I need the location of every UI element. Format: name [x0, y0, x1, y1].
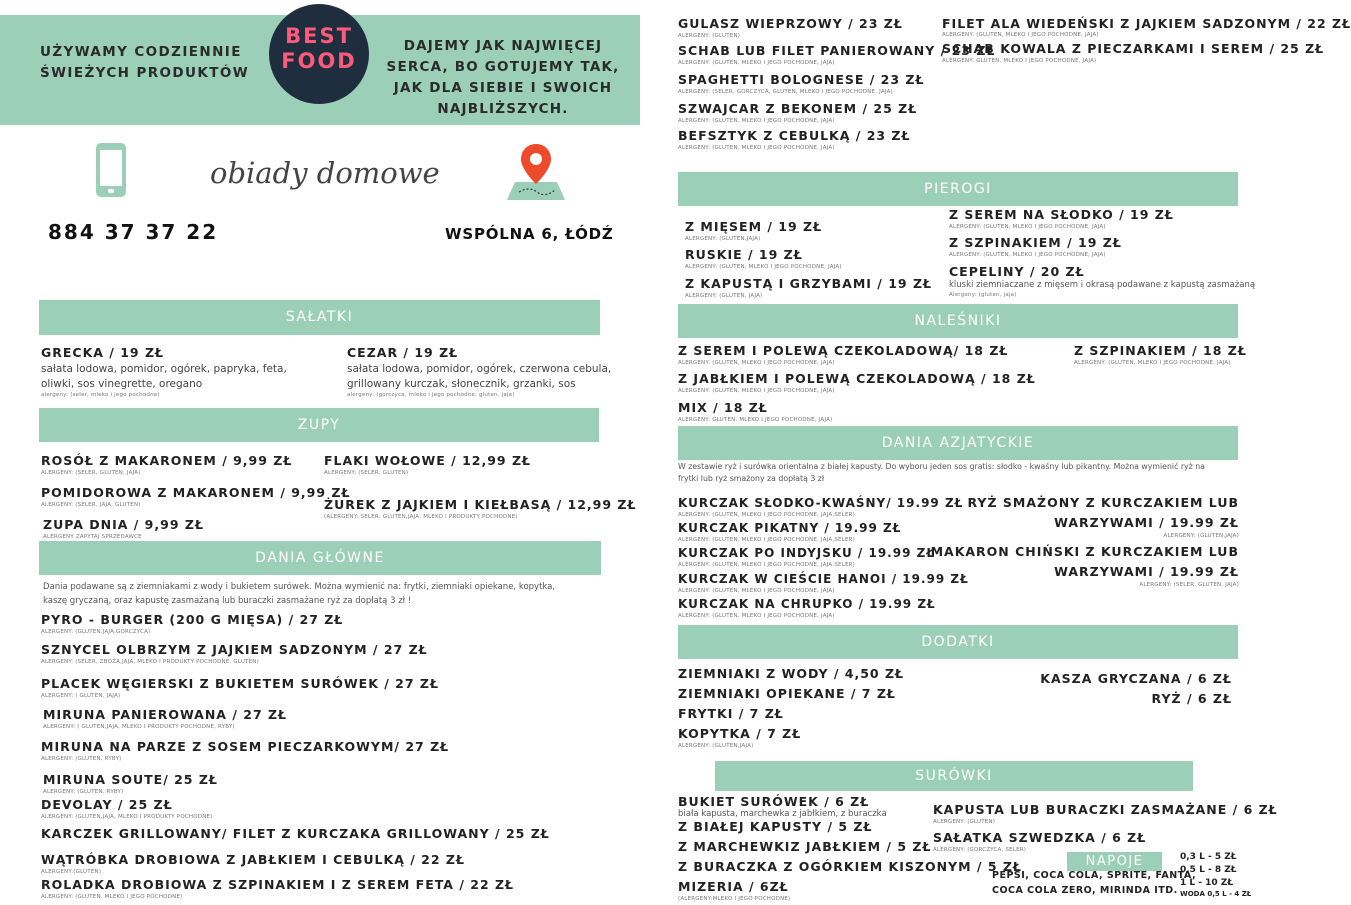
main-dish: DEVOLAY / 25 ZŁ: [41, 797, 173, 812]
section-nalesniki: NALEŚNIKI: [678, 304, 1238, 338]
main-dish: ROLADKA DROBIOWA Z SZPINAKIEM I Z SEREM FETA / 22 ZŁ: [41, 877, 515, 892]
asian-item: KURCZAK NA CHRUPKO / 19.99 ZŁ: [678, 597, 936, 611]
section-pierogi: PIEROGI: [678, 172, 1238, 206]
salad-grecka-desc: oliwki, sos vinegrette, oregano: [41, 378, 203, 390]
main-dish-allergens: ALERGENY: (GLUTEN, MLEKO I JEGO POCHODNE, JAJA): [678, 60, 835, 66]
main-dish: MIRUNA PANIEROWANA / 27 ZŁ: [43, 707, 288, 722]
address: WSPÓLNA 6, ŁÓDŹ: [445, 225, 614, 243]
main-dish-allergens: ALERGENY: (GLUTEN, RYBY): [43, 789, 124, 795]
pierogi-allergens: ALERGENY: (GLUTEN, MLEKO I JEGO POCHODNE, JAJA): [949, 224, 1106, 230]
salad-cezar-desc: grillowany kurczak, słonecznik, grzanki, sos: [347, 378, 576, 390]
main-dishes-note: Dania podawane są z ziemniakami z wody i bukietem surówek. Można wymienić na: frytki, ziemniaki opiekane, kopytka,: [43, 582, 556, 592]
soup-allergens: ALERGENY: (SELER, JAJA, GLUTEN): [41, 502, 141, 508]
pierogi-item: RUSKIE / 19 ZŁ: [685, 247, 803, 262]
nalesniki-allergens: ALERGENY: (GLUTEN, MLEKO I JEGO POCHODNE, JAJA): [678, 388, 835, 394]
salad-grecka-desc: sałata lodowa, pomidor, ogórek, papryka, feta,: [41, 363, 287, 375]
asian-allergens: ALERGENY: (GLUTEN, MLEKO I JEGO POCHODNE, JAJA,SELER): [678, 537, 856, 543]
nalesniki-item: Z SEREM I POLEWĄ CZEKOLADOWĄ/ 18 ZŁ: [678, 343, 1009, 358]
side-item: RYŻ / 6 ZŁ: [1151, 691, 1232, 706]
drinks-list: COCA COLA ZERO, MIRINDA ITD.: [992, 885, 1178, 896]
section-dania-glowne: DANIA GŁÓWNE: [39, 541, 601, 575]
soup-item: POMIDOROWA Z MAKARONEM / 9,99 ZŁ: [41, 485, 351, 500]
nalesniki-item: Z JABŁKIEM I POLEWĄ CZEKOLADOWĄ / 18 ZŁ: [678, 371, 1036, 386]
header-right-text: DAJEMY JAK NAJWIĘCEJ SERCA, BO GOTUJEMY TAK, JAK DLA SIEBIE I SWOICH NAJBLIŻSZYCH.: [386, 38, 620, 117]
main-dish: BEFSZTYK Z CEBULKĄ / 23 ZŁ: [678, 128, 911, 143]
pierogi-item: Z KAPUSTĄ I GRZYBAMI / 19 ZŁ: [685, 276, 933, 291]
nalesniki-allergens: ALERGENY: GLUTEN, MLEKO I JEGO POCHODNE, JAJA): [678, 417, 833, 423]
asian-item: MAKARON CHIŃSKI Z KURCZAKIEM LUB: [930, 544, 1239, 559]
section-dania-azjatyckie: DANIA AZJATYCKIE: [678, 426, 1238, 460]
main-dish: PLACEK WĘGIERSKI Z BUKIETEM SURÓWEK / 27 ZŁ: [41, 676, 439, 691]
section-zupy: ZUPY: [39, 408, 599, 442]
pierogi-allergens: ALERGENY: (GLUTEN, JAJA): [685, 293, 763, 299]
asian-item: WARZYWAMI / 19.99 ZŁ: [1054, 515, 1239, 530]
salad-side-item: Z MARCHEWKIZ JABŁKIEM / 5 ZŁ: [678, 839, 932, 854]
header-left-text: UŻYWAMY CODZIENNIE ŚWIEŻYCH PRODUKTÓW: [40, 44, 250, 81]
salad-side-item: KAPUSTA LUB BURACZKI ZASMAŻANE / 6 ZŁ: [933, 802, 1278, 817]
asian-allergens: ALERGENY: (GLUTEN, MLEKO I JEGO POCHODNE, JAJA,SELER): [678, 512, 856, 518]
main-dish: PYRO - BURGER (200 G MIĘSA) / 27 ZŁ: [41, 612, 344, 627]
pierogi-allergens: ALERGENY: (GLUTEN,JAJA): [685, 236, 761, 242]
soup-item: ZUPA DNIA / 9,99 ZŁ: [43, 517, 204, 532]
main-dish: MIRUNA SOUTE/ 25 ZŁ: [43, 772, 218, 787]
salad-side-allergens: ALERGENY: (GORCZYCA, SELER): [933, 847, 1027, 853]
section-napoje: NAPOJE: [1067, 852, 1162, 871]
pierogi-item: Z MIĘSEM / 19 ZŁ: [685, 219, 823, 234]
main-dish: SZWAJCAR Z BEKONEM / 25 ZŁ: [678, 101, 918, 116]
soup-item: ROSÓŁ Z MAKARONEM / 9,99 ZŁ: [41, 453, 293, 468]
main-dish: SCHAB LUB FILET PANIEROWANY / 23 ZŁ: [678, 43, 996, 58]
pierogi-item: CEPELINY / 20 ZŁ: [949, 264, 1085, 279]
asian-item: KURCZAK PIKATNY / 19.99 ZŁ: [678, 521, 902, 535]
salad-cezar-name: CEZAR / 19 ZŁ: [347, 345, 459, 360]
section-dodatki: DODATKI: [678, 625, 1238, 659]
asian-allergens: ALERGENY: (GLUTEN, MLEKO I JEGO POCHODNE, JAJA,SELER): [678, 562, 856, 568]
salad-grecka-name: GRECKA / 19 ZŁ: [41, 345, 165, 360]
section-surowki: SURÓWKI: [715, 761, 1193, 791]
asian-note: W zestawie ryż i surówka orientalna z białej kapusty. Do wyboru jeden sos gratis: słodko - kwaśny lub pikantny. Można wymienić ryż na: [678, 462, 1205, 471]
main-dish: MIRUNA NA PARZE Z SOSEM PIECZARKOWYM/ 27 ZŁ: [41, 739, 450, 754]
drink-size: 0,5 L - 8 ZŁ: [1180, 865, 1237, 875]
pierogi-allergens: ALERGENY: (GLUTEN, MLEKO I JEGO POCHODNE, JAJA): [949, 252, 1106, 258]
soup-allergens: ALERGENY: (SELER, GLUTEN, JAJA): [41, 470, 141, 476]
main-dish-allergens: ALERGENY: ( GLUTEN,JAJA, MLEKO I PRODUKTY POCHODNE, RYBY): [43, 724, 235, 730]
drink-size: 1 L - 10 ZŁ: [1180, 878, 1234, 888]
side-item: ZIEMNIAKI Z WODY / 4,50 ZŁ: [678, 666, 905, 681]
main-dish-allergens: ALERGENY: (GLUTEN, MLEKO I JEGO POCHODNE, JAJA): [678, 145, 835, 151]
pierogi-item: Z SEREM NA SŁODKO / 19 ZŁ: [949, 207, 1174, 222]
drink-size: 0,3 L - 5 ZŁ: [1180, 852, 1237, 862]
main-dish: GULASZ WIEPRZOWY / 23 ZŁ: [678, 16, 903, 31]
salad-side-item: Z BIAŁEJ KAPUSTY / 5 ZŁ: [678, 819, 873, 834]
salad-side-item: MIZERIA / 6ZŁ: [678, 879, 789, 894]
asian-item: WARZYWAMI / 19.99 ZŁ: [1054, 564, 1239, 579]
pierogi-allergens: Alergeny: (gluten, jaja): [949, 292, 1017, 298]
salad-side-allergens: (ALERGENY:MLEKO I JEGO POCHODNE): [678, 896, 791, 902]
nalesniki-item: MIX / 18 ZŁ: [678, 400, 768, 415]
drinks-list: PEPSI, COCA COLA, SPRITE, FANTA,: [992, 870, 1197, 881]
asian-allergens: ALERGENY: (GLUTEN,JAJA): [1163, 533, 1239, 539]
phone-icon: [96, 143, 126, 197]
main-dish-allergens: ALERGENY: (GLUTEN): [678, 33, 741, 39]
map-pin-icon: [505, 142, 567, 202]
asian-allergens: ALERGENY: (GLUTEN, MLEKO I JEGO POCHODNE, JAJA): [678, 613, 835, 619]
salad-side-item: BUKIET SURÓWEK / 6 ZŁ: [678, 794, 870, 809]
side-item: KOPYTKA / 7 ZŁ: [678, 726, 802, 741]
main-dish-allergens: ALERGENY: (SELER, ZBOŻA,JAJA, MLEKO I PRODUKTY POCHODNE, GLUTEN): [41, 659, 259, 665]
main-dish-allergens: ALERGENY: (GLUTEN, MLEKO I JEGO POCHODNE): [41, 894, 183, 900]
side-item: ZIEMNIAKI OPIEKANE / 7 ZŁ: [678, 686, 896, 701]
main-dish-allergens: ALERGENY: (GLUTEN,JAJA, MLEKO I PRODUKTY POCHODNE): [41, 814, 213, 820]
phone-number[interactable]: 884 37 37 22: [48, 220, 219, 244]
main-dish-allergens: ALERGENY: (GLUTEN, MLEKO I JEGO POCHODNE, JAJA): [942, 32, 1099, 38]
main-dish: FILET ALA WIEDEŃSKI Z JAJKIEM SADZONYM / 22 ZŁ: [942, 16, 1351, 31]
salad-side-item: SAŁATKA SZWEDZKA / 6 ZŁ: [933, 830, 1147, 845]
soup-item: ŻUREK Z JAJKIEM I KIEŁBASĄ / 12,99 ZŁ: [324, 497, 637, 512]
nalesniki-item: Z SZPINAKIEM / 18 ZŁ: [1074, 343, 1247, 358]
section-salatki: SAŁATKI: [39, 300, 600, 335]
pierogi-allergens: ALERGENY: (GLUTEN, MLEKO I JEGO POCHODNE, JAJA): [685, 264, 842, 270]
soup-allergens: (ALERGENY: SELER, GLUTEN,JAJA, MLEKO I PRODUKTY POCHODNE): [324, 514, 518, 520]
main-dish: KARCZEK GRILLOWANY/ FILET Z KURCZAKA GRILLOWANY / 25 ZŁ: [41, 826, 550, 841]
soup-allergens: ALERGENY: (SELER, GLUTEN): [324, 470, 409, 476]
main-dish: SZNYCEL OLBRZYM Z JAJKIEM SADZONYM / 27 ZŁ: [41, 642, 428, 657]
main-dish-allergens: ALERGENY: (GLUTEN,JAJA,GORCZYCA): [41, 629, 151, 635]
main-dish-allergens: ALERGENY: (SELER, GORCZYCA, GLUTEN, MLEKO I JEGO POCHODNE, JAJA): [678, 89, 893, 95]
salad-cezar-allergens: alergeny: (gorczyca, mleko i jego pochodne, gluten, jaja): [347, 392, 515, 398]
nalesniki-allergens: ALERGENY: (GLUTEN, MLEKO I JEGO POCHODNE, JAJA): [1074, 360, 1231, 366]
main-dish-allergens: ALERGENY:(GLUTEN): [41, 869, 102, 875]
pierogi-item: Z SZPINAKIEM / 19 ZŁ: [949, 235, 1122, 250]
salad-side-item: Z BURACZKA Z OGÓRKIEM KISZONYM / 5 ZŁ: [678, 859, 1022, 874]
main-dishes-note: kaszę gryczaną, oraz kapustę zasmażaną lub buraczki zasmażane ryż za dopłatą 3 zł !: [43, 596, 412, 606]
main-dish-allergens: ALERGENY: GLUTEN, MLEKO I JEGO POCHODNE, JAJA): [942, 58, 1097, 64]
asian-item: RYŻ SMAŻONY Z KURCZAKIEM LUB: [967, 495, 1239, 510]
soup-allergens: ALERGENY ZAPYTAJ SPRZEDAWCE: [43, 534, 142, 540]
side-item: KASZA GRYCZANA / 6 ZŁ: [1040, 671, 1232, 686]
nalesniki-allergens: ALERGENY: (GLUTEN, MLEKO I JEGO POCHODNE, JAJA): [678, 360, 835, 366]
logo: BEST FOOD: [269, 4, 369, 104]
asian-allergens: ALERGENY: (GLUTEN, MLEKO I JEGO POCHODNE, JAJA): [678, 588, 835, 594]
asian-item: KURCZAK W CIEŚCIE HANOI / 19.99 ZŁ: [678, 572, 969, 586]
main-dish: SCHAB KOWALA Z PIECZARKAMI I SEREM / 25 ZŁ: [942, 41, 1325, 56]
asian-item: KURCZAK SŁODKO-KWAŚNY/ 19.99 ZŁ: [678, 496, 964, 510]
salad-cezar-desc: sałata lodowa, pomidor, ogórek, czerwona cebula,: [347, 363, 612, 375]
asian-note: frytki lub ryż smażony za dopłatą 3 zł: [678, 474, 825, 483]
side-item: FRYTKI / 7 ZŁ: [678, 706, 784, 721]
salad-side-desc: biała kapusta, marchewka z jabłkiem, z buraczka: [678, 809, 887, 819]
pierogi-desc: kluski ziemniaczane z mięsem i okrasą podawane z kapustą zasmażaną: [949, 280, 1256, 290]
soup-item: FLAKI WOŁOWE / 12,99 ZŁ: [324, 453, 532, 468]
drink-size: WODA 0,5 L - 4 ZŁ: [1180, 890, 1252, 898]
asian-allergens: ALERGENY: (SELER, GLUTEN, JAJA): [1139, 582, 1239, 588]
tagline: obiady domowe: [210, 156, 440, 190]
salad-side-allergens: ALERGENY: (GLUTEN): [933, 819, 996, 825]
salad-grecka-allergens: alergeny: (seler, mleko i jego pochodne): [41, 392, 160, 398]
main-dish-allergens: ALERGENY: (GLUTEN, RYBY): [41, 756, 122, 762]
side-allergens: ALERGENY: (GLUTEN,JAJA): [678, 743, 754, 749]
main-dish: WĄTRÓBKA DROBIOWA Z JABŁKIEM I CEBULKĄ / 22 ZŁ: [41, 852, 465, 867]
main-dish-allergens: ALERGENY: ( GLUTEN, JAJA): [41, 693, 121, 699]
main-dish-allergens: ALERGENY: (GLUTEN, MLEKO I JEGO POCHODNE, JAJA): [678, 118, 835, 124]
asian-item: KURCZAK PO INDYJSKU / 19.99 ZŁ: [678, 546, 936, 560]
main-dish: SPAGHETTI BOLOGNESE / 23 ZŁ: [678, 72, 925, 87]
